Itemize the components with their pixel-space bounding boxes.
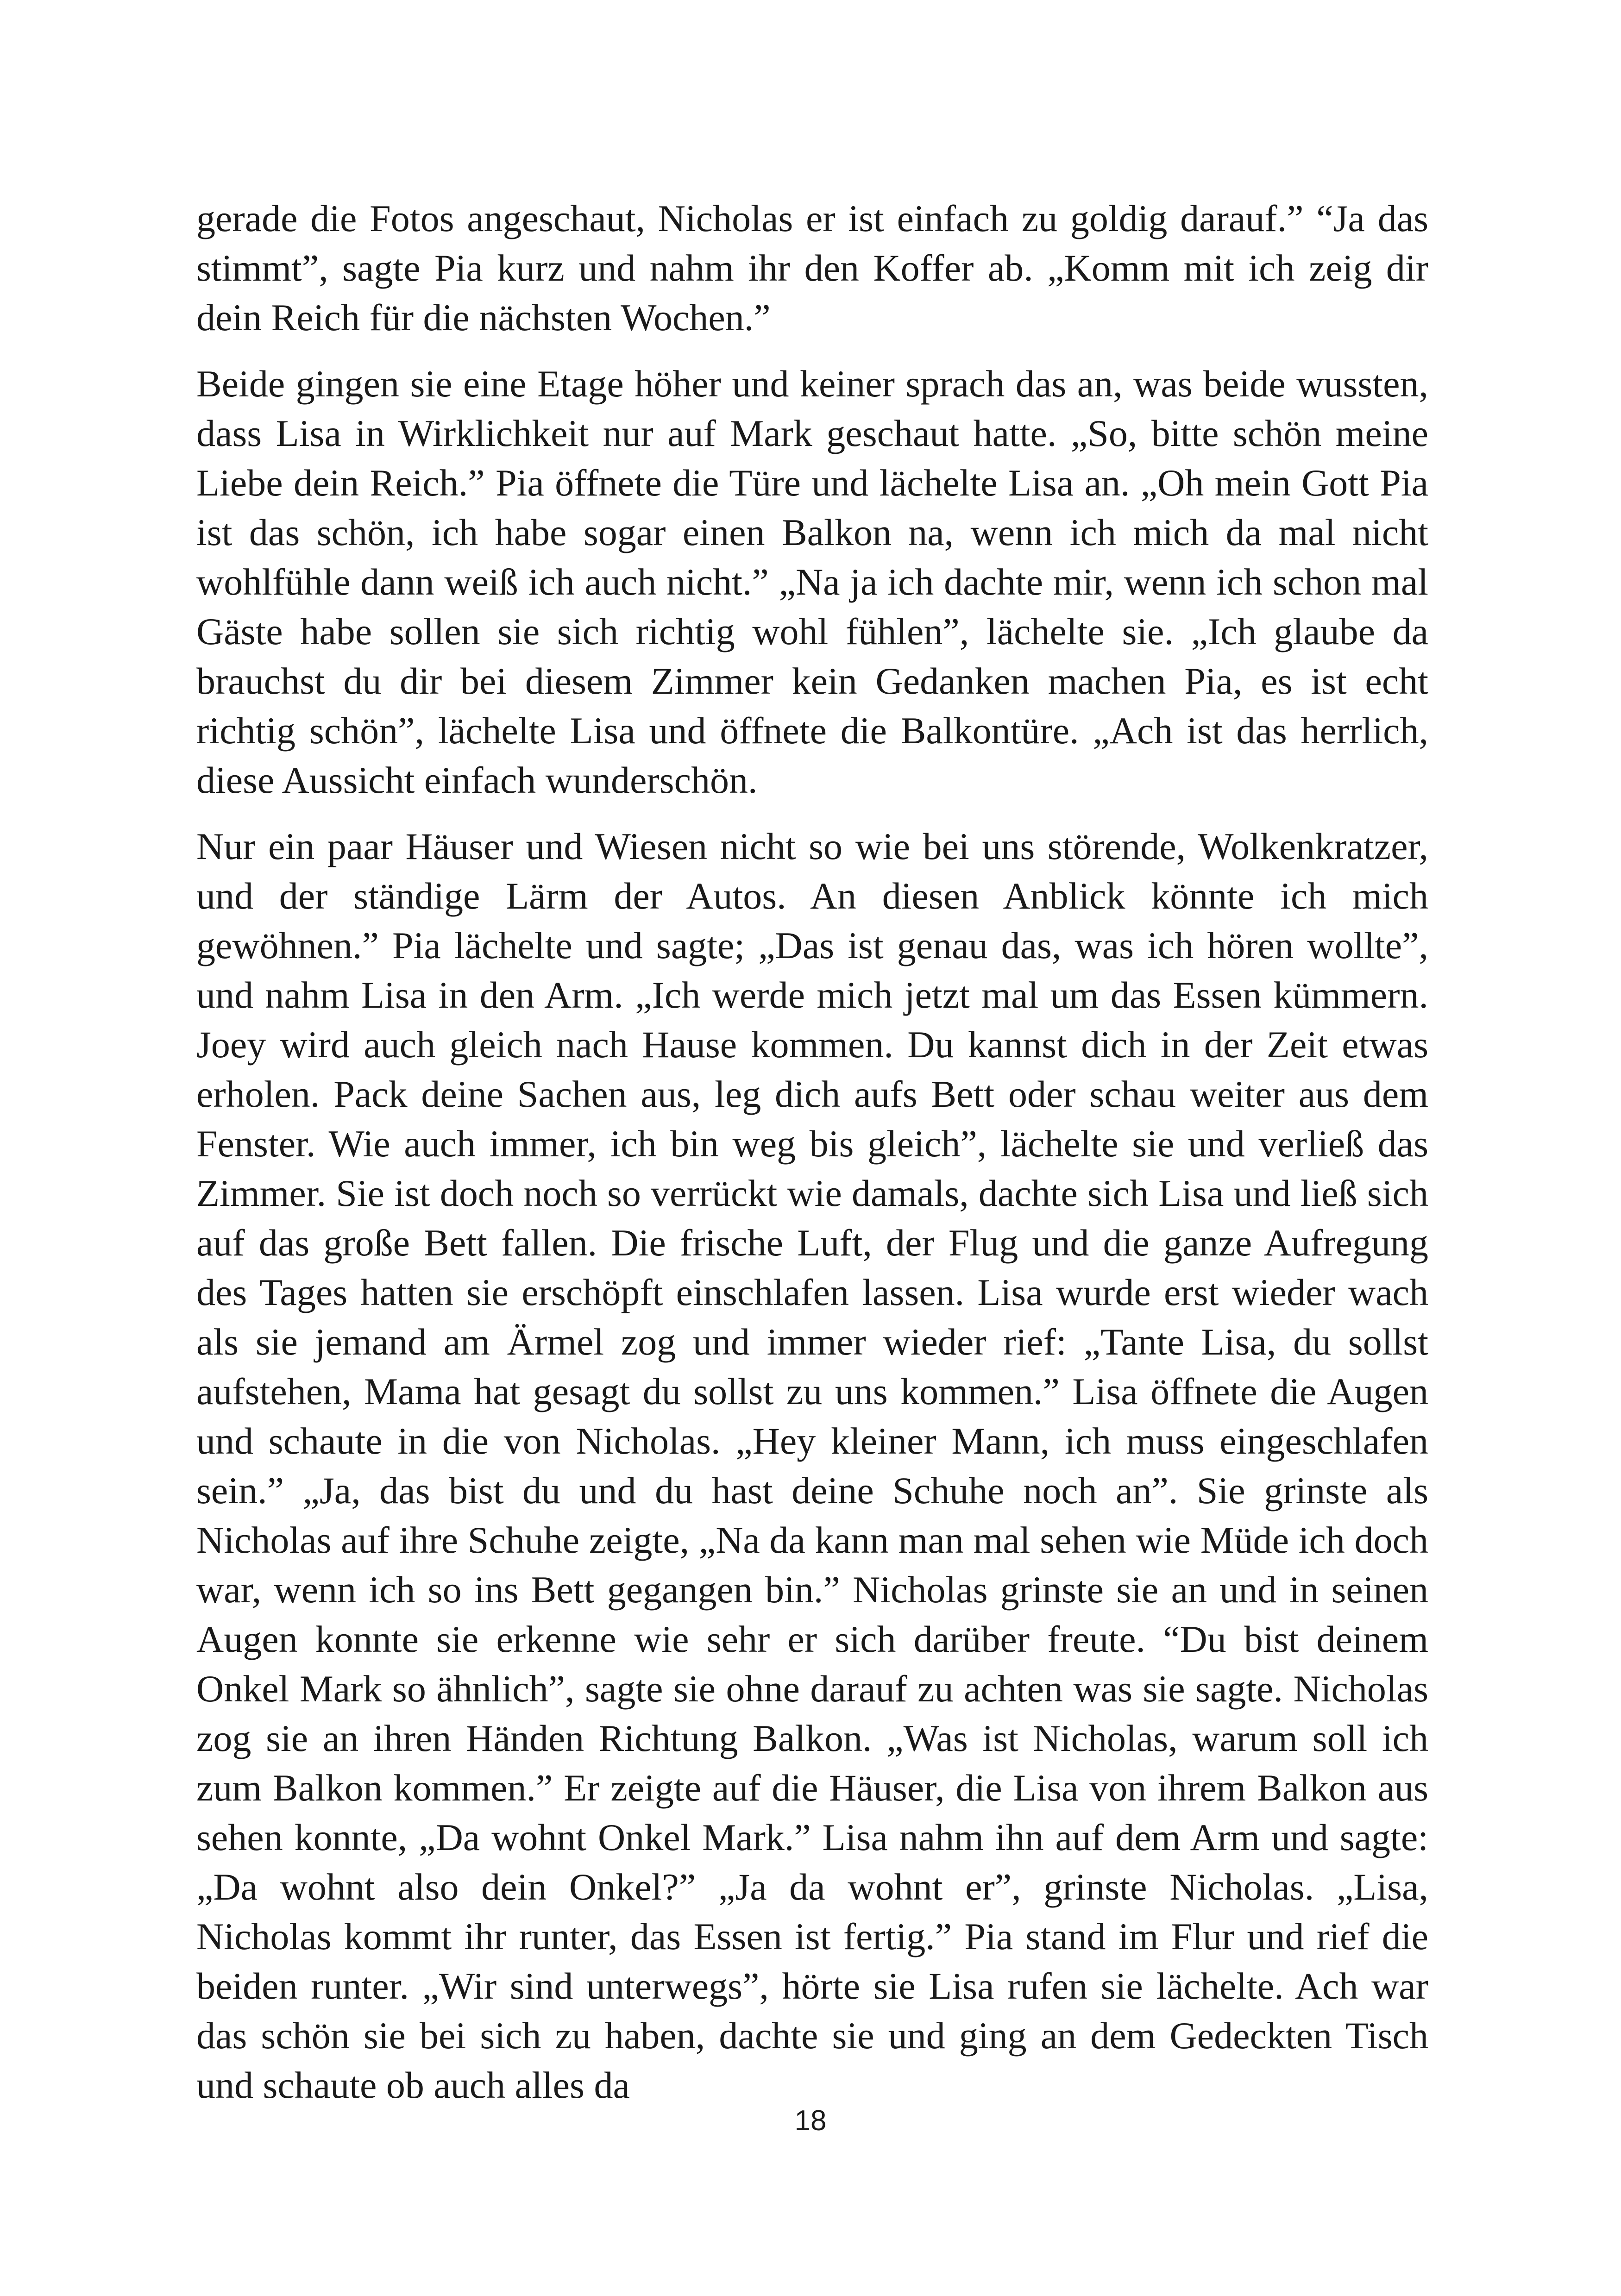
paragraph-2: Beide gingen sie eine Etage höher und keiner sprach das an, was beide wussten, dass Lisa in Wirklichkeit nur auf Mark geschaut hatte. „So, bitte schön meine Liebe dein Reich.” Pia öffnete die Türe und lächelte Lisa an. „Oh mein Gott Pia ist das schön, ich habe sogar einen Balkon na, wenn ich mich da mal nicht wohlfühle dann weiß ich auch nicht.” „Na ja ich dachte mir, wenn ich schon mal Gäste habe sollen sie sich richtig wohl fühlen”, lächelte sie. „Ich glaube da brauchst du dir bei diesem Zimmer kein Gedanken machen Pia, es ist echt richtig schön”, lächelte Lisa und öffnete die Balkontüre. „Ach ist das herrlich, diese Aussicht einfach wunderschön.: [196, 363, 1428, 801]
body-text: [196, 194, 1428, 2110]
paragraph-3: Nur ein paar Häuser und Wiesen nicht so wie bei uns störende, Wolkenkratzer, und der ständige Lärm der Autos. An diesen Anblick könnte ich mich gewöhnen.” Pia lächelte und sagte; „Das ist genau das, was ich hören wollte”, und nahm Lisa in den Arm. „Ich werde mich jetzt mal um das Essen kümmern. Joey wird auch gleich nach Hause kommen. Du kannst dich in der Zeit etwas erholen. Pack deine Sachen aus, leg dich aufs Bett oder schau weiter aus dem Fenster. Wie auch immer, ich bin weg bis gleich”, lächelte sie und verließ das Zimmer. Sie ist doch noch so verrückt wie damals, dachte sich Lisa und ließ sich auf das große Bett fallen. Die frische Luft, der Flug und die ganze Aufregung des Tages hatten sie erschöpft einschlafen lassen. Lisa wurde erst wieder wach als sie jemand am Ärmel zog und immer wieder rief: „Tante Lisa, du sollst aufstehen, Mama hat gesagt du sollst zu uns kommen.” Lisa öffnete die Augen und schaute in die von Nicholas. „Hey kleiner Mann, ich muss eingeschlafen sein.” „Ja, das bist du und du hast deine Schuhe noch an”. Sie grinste als Nicholas auf ihre Schuhe zeigte, „Na da kann man mal sehen wie Müde ich doch war, wenn ich so ins Bett gegangen bin.” Nicholas grinste sie an und in seinen Augen konnte sie erkenne wie sehr er sich darüber freute. “Du bist deinem Onkel Mark so ähnlich”, sagte sie ohne darauf zu achten was sie sagte. Nicholas zog sie an ihren Händen Richtung Balkon. „Was ist Nicholas, warum soll ich zum Balkon kommen.” Er zeigte auf die Häuser, die Lisa von ihrem Balkon aus sehen konnte, „Da wohnt Onkel Mark.” Lisa nahm ihn auf dem Arm und sagte: „Da wohnt also dein Onkel?” „Ja da wohnt er”, grinste Nicholas. „Lisa, Nicholas kommt ihr runter, das Essen ist fertig.” Pia stand im Flur und rief die beiden runter. „Wir sind unterwegs”, hörte sie Lisa rufen sie lächelte. Ach war das schön sie bei sich zu haben, dachte sie und ging an dem Gedeckten Tisch und schaute ob auch alles da: [196, 825, 1428, 2106]
page-number: 18: [794, 2105, 827, 2137]
paragraph-1: gerade die Fotos angeschaut, Nicholas er ist einfach zu goldig darauf.” “Ja das stimmt”, sagte Pia kurz und nahm ihr den Koffer ab. „Komm mit ich zeig dir dein Reich für die nächsten Wochen.”: [196, 197, 1428, 339]
